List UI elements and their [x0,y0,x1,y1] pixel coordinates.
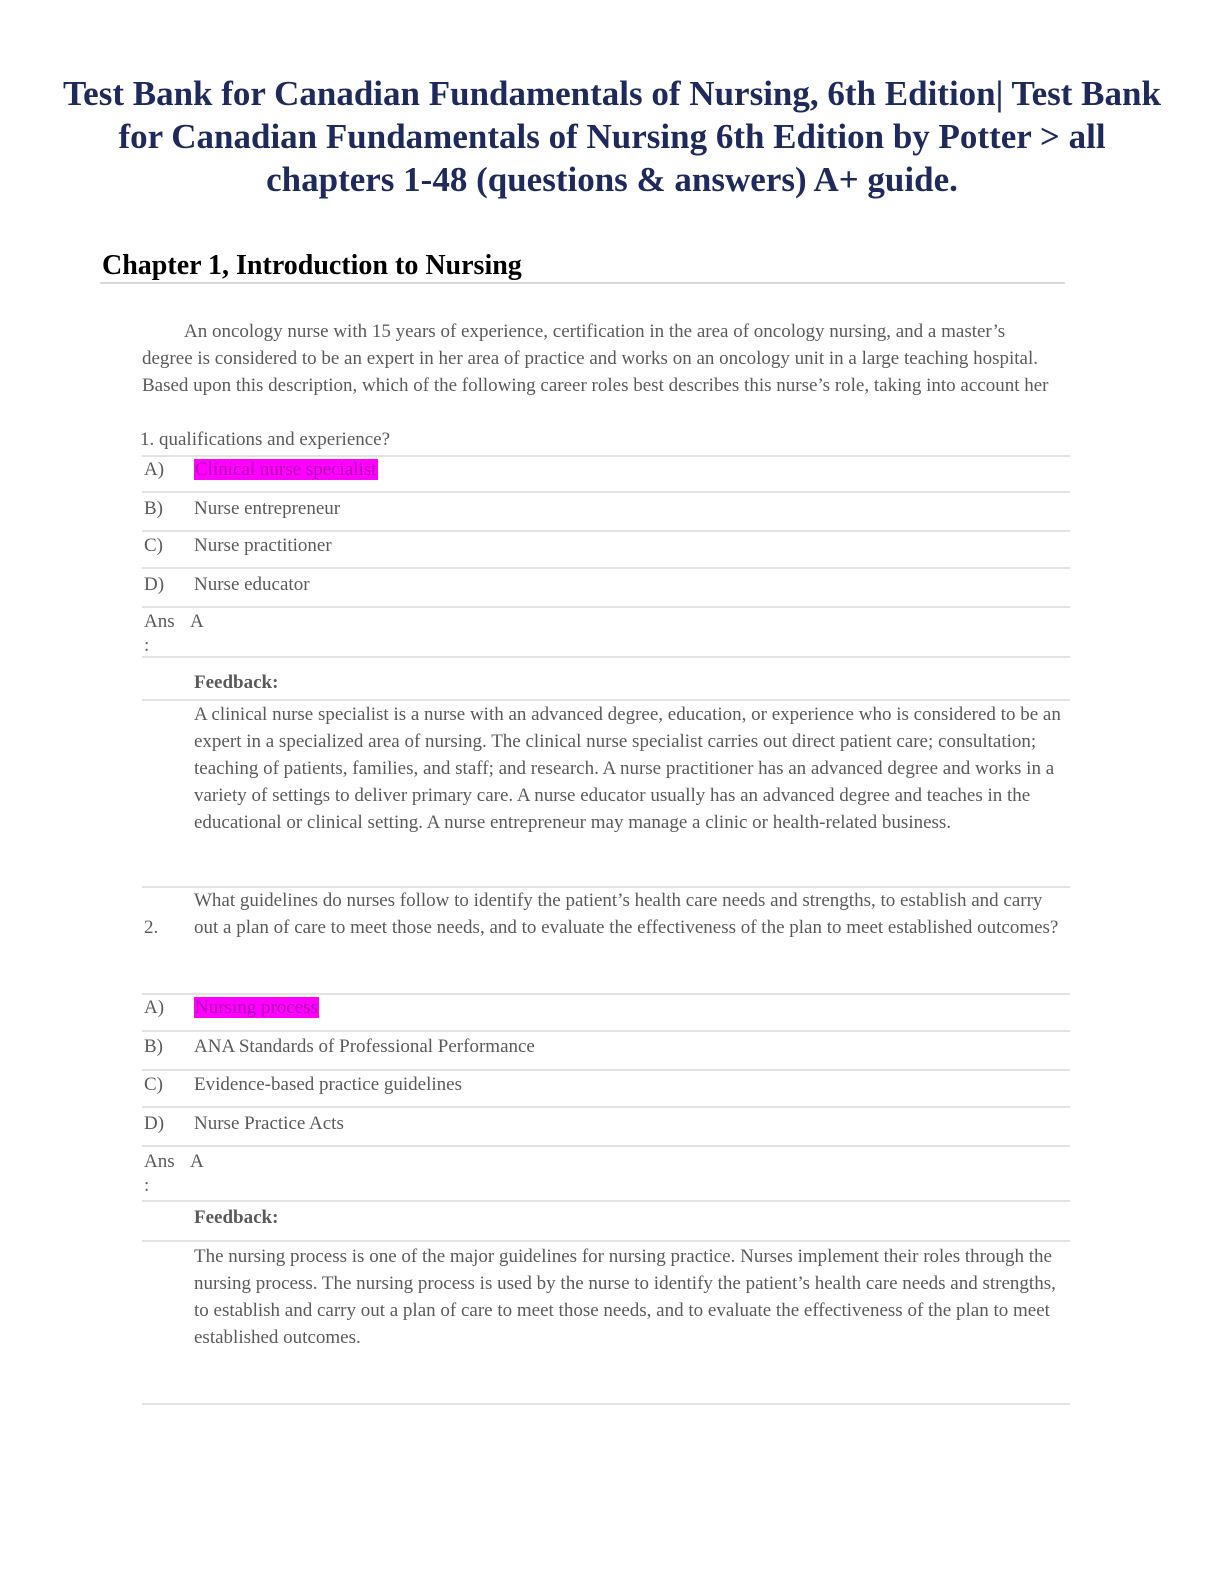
question-1-option-a [194,456,378,483]
question-1-number: 1. [140,429,155,450]
question-1-option-a-letter: A) [144,459,165,480]
question-2-answer-label [144,1150,180,1198]
question-2-option-b: ANA Standards of Professional Performance [194,1036,535,1057]
question-2-option-c: Evidence-based practice guidelines [194,1074,462,1095]
question-2-number: 2. [144,917,159,938]
divider [142,1403,1070,1405]
question-2-option-d-letter: D) [144,1113,165,1134]
question-2-stem: What guidelines do nurses follow to identify the patient’s health care needs and strengths, to establish and carry out a plan of care to meet those needs, and to evaluate the effectiveness of the plan to meet established outcomes? [194,890,1059,938]
document-title: Test Bank for Canadian Fundamentals of Nursing, 6th Edition| Test Bank for Canadian Fundamentals of Nursing 6th Edition by Potter > all chapters 1-48 (questions & answers) A+ guide. [63,74,1161,199]
question-1-option-d-letter: D) [144,574,165,595]
ans-colon: : [144,1175,150,1196]
question-1-option-d: Nurse educator [194,574,310,595]
question-1-feedback: A clinical nurse specialist is a nurse with an advanced degree, education, or experience who is considered to be an expert in a specialized area of nursing. The clinical nurse specialist carries out direct patient care; consultation; teaching of patients, families, and staff; and research. A nurse practitioner has an advanced degree and works in a variety of settings to deliver primary care. A nurse educator usually has an advanced degree and teaches in the educational or clinical setting. A nurse entrepreneur may manage a clinic or health-related business. [194,704,1061,833]
ans-label-text: Ans [144,611,175,632]
ans-colon: : [144,635,150,656]
divider [142,491,1070,493]
ans-label-text: Ans [144,1151,175,1172]
question-2-answer: A [190,1151,204,1172]
divider [142,1030,1070,1032]
question-1-feedback-label: Feedback: [194,672,279,693]
chapter-heading: Chapter 1, Introduction to Nursing [102,250,522,281]
question-1-option-c-letter: C) [144,535,163,556]
chapter-underline [100,282,1065,284]
divider [142,656,1070,658]
question-2-feedback: The nursing process is one of the major guidelines for nursing practice. Nurses implement their roles through the nursing process. The nursing process is used by the nurse to identify the patient’s health care needs and strengths, to establish and carry out a plan of care to meet those needs, and to evaluate the effectiveness of the plan to meet established outcomes. [194,1246,1056,1348]
question-2-feedback-label: Feedback: [194,1207,279,1228]
divider [142,1106,1070,1108]
question-1-option-b: Nurse entrepreneur [194,498,341,519]
question-2-option-c-letter: C) [144,1074,163,1095]
question-1-stem: An oncology nurse with 15 years of experience, certification in the area of oncology nursing, and a master’s degree is considered to be an expert in her area of practice and works on an oncology unit in a large teaching hospital. Based upon this description, which of the following career roles best describes this nurse’s role, taking into account her [142,321,1049,396]
divider [142,1145,1070,1147]
divider [142,567,1070,569]
question-1-stem-end: qualifications and experience? [159,429,391,450]
question-1-number-line [140,426,390,453]
divider [142,606,1070,608]
question-1-answer-label [144,610,180,658]
divider [142,1240,1070,1242]
question-1-answer: A [190,611,204,632]
question-2-option-a-letter: A) [144,997,165,1018]
question-1-option-b-letter: B) [144,498,163,519]
divider [142,1200,1070,1202]
question-1-option-c: Nurse practitioner [194,535,332,556]
answer-highlight: Nursing process [195,997,318,1018]
answer-highlight: Clinical nurse specialist [195,459,377,480]
question-2-option-d: Nurse Practice Acts [194,1113,344,1134]
question-2-option-a [194,994,319,1021]
question-2-option-b-letter: B) [144,1036,163,1057]
